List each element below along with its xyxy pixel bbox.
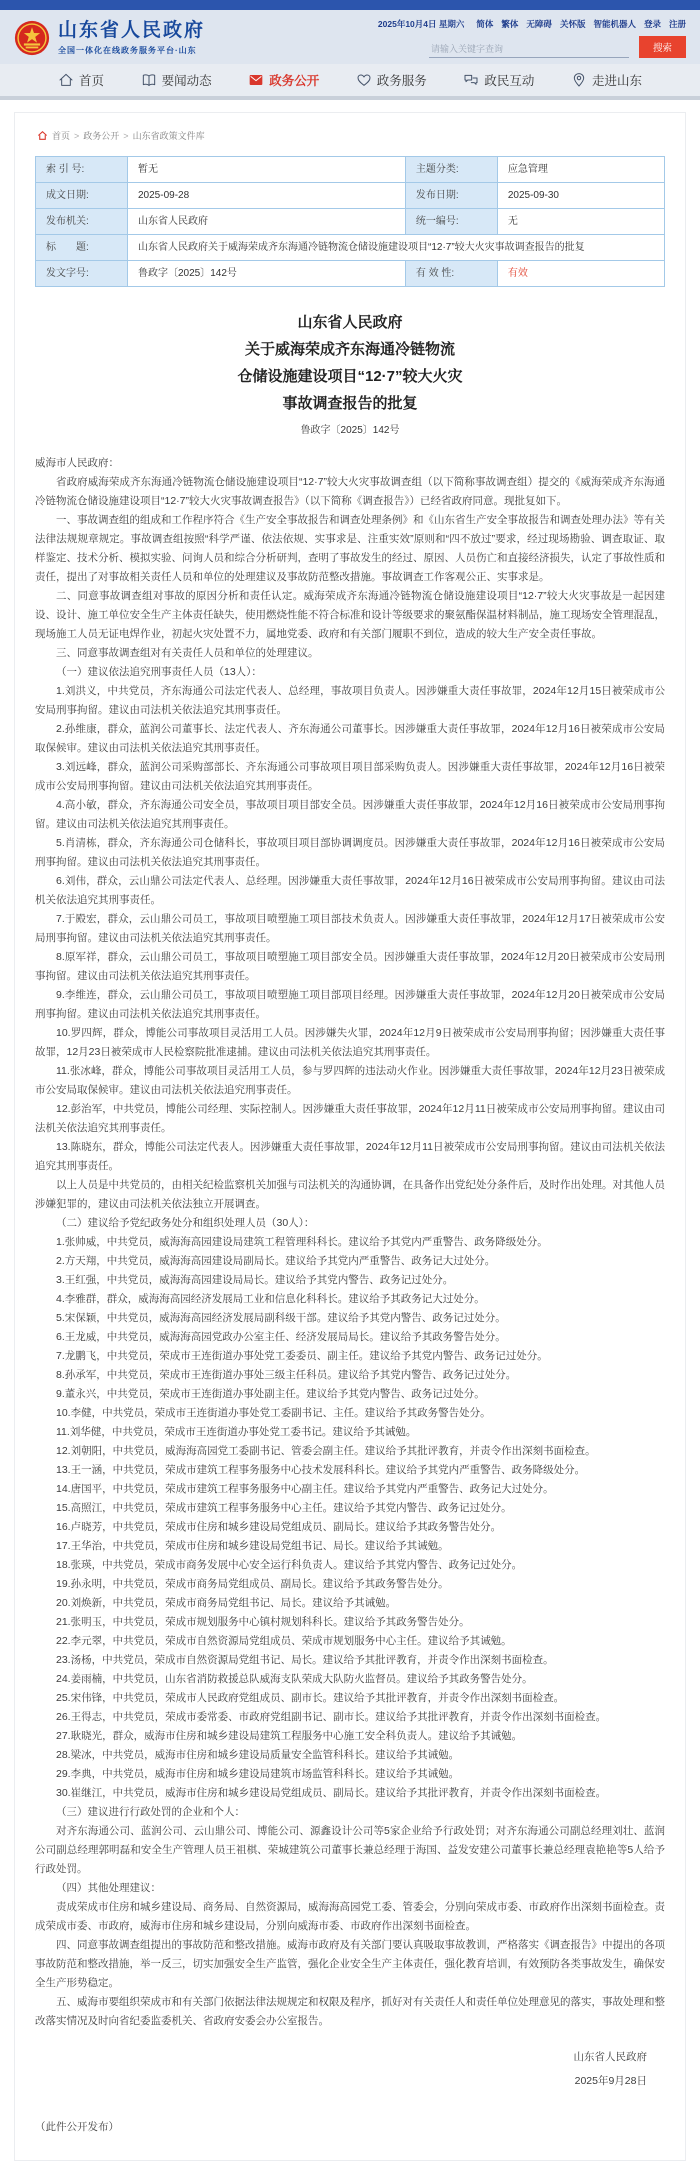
meta-label: 统一编号: [405,209,497,235]
document-meta-table [35,156,665,287]
content-card [14,112,686,2161]
site-header [0,10,700,64]
body-paragraph: 12.彭治军，中共党员，博能公司经理、实际控制人。因涉嫌重大责任事故罪，2024年12月11日被荣成市公安局刑事拘留。建议由司法机关依法追究其刑事责任。 [35,1103,665,1134]
document-title-line: 山东省人民政府 [297,314,403,331]
document-title-line: 事故调查报告的批复 [282,395,418,412]
heart-icon [356,72,372,88]
body-paragraph: 11.张冰峰，群众，博能公司事故项目灵活用工人员，参与罗四辉的违法动火作业。因涉嫌重大责任事故罪，2024年12月23日被荣成市公安局取保候审。建议由司法机关依法追究刑事责任。 [35,1065,665,1096]
header-link-简体[interactable]: 简体 [476,19,494,29]
chat-icon [463,72,479,88]
breadcrumb-link-政务公开[interactable]: 政务公开 [83,131,120,141]
body-paragraph: 13.王一涵，中共党员，荣成市建筑工程事务服务中心技术发展科科长。建议给予其党内严重警告、政务降级处分。 [56,1464,586,1476]
body-paragraph: 20.刘焕新，中共党员，荣成市商务局党组书记、局长。建议给予其诫勉。 [56,1597,397,1609]
document-number: 鲁政字〔2025〕142号 [300,425,400,436]
body-paragraph: 三、同意事故调查组对有关责任人员和单位的处理建议。 [56,647,319,659]
header-link-繁体[interactable]: 繁体 [501,19,519,29]
meta-value: 无 [497,209,664,235]
meta-row [36,235,665,261]
breadcrumb-home-icon [37,130,48,141]
body-paragraph: 4.李雅群，群众，威海海高园经济发展局工业和信息化科科长。建议给予其政务记大过处分。 [56,1293,485,1305]
body-paragraph: 19.孙永明，中共党员，荣成市商务局党组成员、副局长。建议给予其政务警告处分。 [56,1578,449,1590]
body-paragraph: 14.唐国平，中共党员，荣成市建筑工程事务服务中心副主任。建议给予其党内严重警告、政务记大过处分。 [56,1483,554,1495]
nav-item-政务公开[interactable] [248,71,319,89]
nav-label: 政务公开 [269,74,320,88]
body-paragraph: 五、威海市要组织荣成市和有关部门依据法律法规规定和权限及程序，抓好对有关责任人和责任单位处理意见的落实，事故处理和整改落实情况及时向省纪委监委机关、省政府安委会办公室报告。 [35,1996,665,2027]
meta-table-body [36,157,665,287]
breadcrumb-link-山东省政策文件库[interactable]: 山东省政策文件库 [132,131,205,141]
body-paragraph: 以上人员是中共党员的，由相关纪检监察机关加强与司法机关的沟通协调，在具备作出党纪处分条件后，及时作出处理。对其他人员涉嫌犯罪的，建议由司法机关依法独立开展调查。 [35,1179,665,1210]
header-link-登录[interactable]: 登录 [643,19,661,29]
body-paragraph: 23.汤杨，中共党员，荣成市自然资源局党组书记、局长。建议给予其批评教育，并责令作出深刻书面检查。 [56,1654,554,1666]
body-paragraph: 16.卢晓芳，中共党员，荣成市住房和城乡建设局党组成员、副局长。建议给予其政务警告处分。 [56,1521,502,1533]
meta-row [36,183,665,209]
body-paragraph: 2.孙维康，群众，蓝润公司董事长、法定代表人、齐东海通公司董事长。因涉嫌重大责任事故罪，2024年12月16日被荣成市公安局取保候审。建议由司法机关依法追究其刑事责任。 [35,723,665,754]
meta-value: 有效 [497,261,664,287]
body-paragraph: 13.陈晓东，群众，博能公司法定代表人。因涉嫌重大责任事故罪，2024年12月11日被荣成市公安局刑事拘留。建议由司法机关依法追究其刑事责任。 [35,1141,665,1172]
body-paragraph: 21.张明玉，中共党员，荣成市规划服务中心镇村规划科科长。建议给予其政务警告处分。 [56,1616,470,1628]
body-paragraph: 24.姜雨楠，中共党员，山东省消防救援总队威海支队荣成大队防火监督员。建议给予其政务警告处分。 [56,1673,533,1685]
body-paragraph: 3.刘远峰，群众，蓝润公司采购部部长、齐东海通公司事故项目项目部采购负责人。因涉嫌重大责任事故罪，2024年12月16日被荣成市公安局刑事拘留。建议由司法机关依法追究其刑事责任。 [35,761,665,792]
current-date: 2025年10月4日 星期六 [377,19,465,29]
signature-date: 2025年9月28日 [574,2075,647,2087]
meta-value: 山东省人民政府 [128,209,406,235]
body-paragraph: 26.王得志，中共党员，荣成市委常委、市政府党组副书记、副市长。建议给予其批评教育，并责令作出深刻书面检查。 [56,1711,607,1723]
signature-block [35,2045,665,2093]
public-release-note: （此件公开发布） [35,2121,119,2133]
body-paragraph: 四、同意事故调查组提出的事故防范和整改措施。威海市政府及有关部门要认真吸取事故教训，严格落实《调查报告》中提出的各项事故防范和整改措施，举一反三，切实加强安全生产监管，强化企业安全生产主体责任，强化教育培训，有效预防各类事故发生，确保安全生产形势稳定。 [35,1939,665,1989]
body-paragraph: 8.孙承军，中共党员，荣成市王连街道办事处三级主任科员。建议给予其党内警告、政务记过处分。 [56,1369,517,1381]
body-paragraph: 22.李元翠，中共党员，荣成市自然资源局党组成员、荣成市规划服务中心主任。建议给予其诫勉。 [56,1635,512,1647]
body-paragraph: 11.刘华健，中共党员，荣成市王连街道办事处党工委书记。建议给予其诫勉。 [56,1426,417,1438]
body-paragraph: 28.梁冰，中共党员，威海市住房和城乡建设局质量安全监管科科长。建议给予其诫勉。 [56,1749,460,1761]
body-paragraph: 10.李健，中共党员，荣成市王连街道办事处党工委副书记、主任。建议给予其政务警告处分。 [56,1407,491,1419]
nav-item-走进山东[interactable] [571,71,642,89]
body-paragraph: （四）其他处理建议： [56,1882,161,1894]
nav-label: 走进山东 [591,74,642,88]
body-paragraph: 6.刘伟，群众，云山鼎公司法定代表人、总经理。因涉嫌重大责任事故罪，2024年12月16日被荣成市公安局刑事拘留。建议由司法机关依法追究其刑事责任。 [35,875,665,906]
header-link-无障碍[interactable]: 无障碍 [526,19,552,29]
site-title: 山东省人民政府 [58,20,206,41]
body-paragraph: 18.张瑛，中共党员，荣成市商务发展中心安全运行科负责人。建议给予其党内警告、政务记过处分。 [56,1559,523,1571]
meta-label: 发文字号: [36,261,128,287]
document-title-line: 仓储设施建设项目“12·7”较大火灾 [237,368,463,385]
body-paragraph: 责成荣成市住房和城乡建设局、商务局、自然资源局，威海海高园党工委、管委会，分别向荣成市委、市政府作出深刻书面检查。责成荣成市委、市政府，威海市住房和城乡建设局，分别向威海市委、市政府作出深刻书面检查。 [35,1901,665,1932]
body-paragraph: 30.崔继江，中共党员，威海市住房和城乡建设局党组成员、副局长。建议给予其批评教育，并责令作出深刻书面检查。 [56,1787,607,1799]
body-paragraph: （三）建议进行行政处罚的企业和个人： [56,1806,245,1818]
search-bar [429,36,686,58]
body-paragraph: 17.王华治，中共党员，荣成市住房和城乡建设局党组书记、局长。建议给予其诫勉。 [56,1540,449,1552]
search-input[interactable] [429,41,629,58]
nav-item-首页[interactable] [58,71,104,89]
body-paragraph: 15.高照江，中共党员，荣成市建筑工程事务服务中心主任。建议给予其党内警告、政务记过处分。 [56,1502,512,1514]
meta-value: 鲁政字〔2025〕142号 [128,261,406,287]
body-paragraph: 省政府威海荣成齐东海通冷链物流仓储设施建设项目“12·7”较大火灾事故调查组（以下简称事故调查组）提交的《威海荣成齐东海通冷链物流仓储设施建设项目“12·7”较大火灾事故调查报告》（以下简称《调查报告》）已经省政府同意。现批复如下。 [35,476,665,507]
document-body [35,454,665,2031]
body-paragraph: 7.于殿宏，群众，云山鼎公司员工，事故项目喷塑施工项目部技术负责人。因涉嫌重大责任事故罪，2024年12月17日被荣成市公安局刑事拘留。建议由司法机关依法追究其刑事责任。 [35,913,665,944]
body-paragraph: 7.龙鹏飞，中共党员，荣成市王连街道办事处党工委委员、副主任。建议给予其党内警告、政务记过处分。 [56,1350,548,1362]
nav-label: 政民互动 [484,74,535,88]
breadcrumb-separator: > [74,130,80,141]
body-paragraph: 一、事故调查组的组成和工作程序符合《生产安全事故报告和调查处理条例》和《山东省生产安全事故报告和调查处理办法》等有关法律法规规章规定。事故调查组按照“科学严谨、依法依规、实事求是、注重实效”原则和“四不放过”要求，经过现场勘验、调查取证、取样鉴定、技术分析、模拟实验、问询人员和综合分析研判，查明了事故发生的经过、原因、人员伤亡和直接经济损失，认定了事故性质和责任，提出了对事故相关责任人员和单位的处理建议及事故防范整改措施。事故调查工作客观公正、实事求是。 [35,514,665,583]
meta-label: 主题分类: [405,157,497,183]
body-paragraph: 2.方天翔，中共党员，威海海高园建设局副局长。建议给予其党内严重警告、政务记大过处分。 [56,1255,496,1267]
meta-label: 索 引 号: [36,157,128,183]
location-icon [571,72,587,88]
nav-item-政民互动[interactable] [463,71,534,89]
home-icon [58,72,74,88]
nav-label: 首页 [79,74,105,88]
meta-row [36,261,665,287]
body-paragraph: 27.耿晓光，群众，威海市住房和城乡建设局建筑工程服务中心施工安全科负责人。建议给予其诫勉。 [56,1730,523,1742]
meta-value: 暂无 [128,157,406,183]
body-paragraph: 3.王红强，中共党员，威海海高园建设局局长。建议给予其党内警告、政务记过处分。 [56,1274,454,1286]
meta-label: 有 效 性: [405,261,497,287]
body-paragraph: 5.肖清栋，群众，齐东海通公司仓储科长，事故项目项目部协调调度员。因涉嫌重大责任事故罪，2024年12月16日被荣成市公安局刑事拘留。建议由司法机关依法追究其刑事责任。 [35,837,665,868]
body-paragraph: 8.原军祥，群众，云山鼎公司员工，事故项目喷塑施工项目部安全员。因涉嫌重大责任事故罪，2024年12月20日被荣成市公安局刑事拘留。建议由司法机关依法追究其刑事责任。 [35,951,665,982]
header-link-注册[interactable]: 注册 [668,19,686,29]
news-icon [141,72,157,88]
body-paragraph: 1.刘洪义，中共党员，齐东海通公司法定代表人、总经理，事故项目负责人。因涉嫌重大责任事故罪，2024年12月15日被荣成市公安局刑事拘留。建议由司法机关依法追究其刑事责任。 [35,685,665,716]
meta-value: 2025-09-28 [128,183,406,209]
meta-value: 2025-09-30 [497,183,664,209]
body-paragraph: 1.张帅威，中共党员，威海海高园建设局建筑工程管理科科长。建议给予其党内严重警告、政务降级处分。 [56,1236,548,1248]
breadcrumb [37,129,665,142]
meta-value: 应急管理 [497,157,664,183]
document-title [35,309,665,417]
signature-org: 山东省人民政府 [573,2051,647,2063]
nav-label: 要闻动态 [161,74,212,88]
body-paragraph: 6.王龙威，中共党员，威海海高园党政办公室主任、经济发展局局长。建议给予其政务警告处分。 [56,1331,506,1343]
nav-label: 政务服务 [376,74,427,88]
header-link-智能机器人[interactable]: 智能机器人 [593,19,636,29]
top-blue-bar [0,0,700,10]
meta-label: 成文日期: [36,183,128,209]
main-nav [0,64,700,100]
body-paragraph: 12.刘朝阳，中共党员，威海海高园党工委副书记、管委会副主任。建议给予其批评教育，并责令作出深刻书面检查。 [56,1445,596,1457]
meta-value: 山东省人民政府关于威海荣成齐东海通冷链物流仓储设施建设项目“12·7”较大火灾事故调查报告的批复 [128,235,665,261]
nav-item-要闻动态[interactable] [141,71,212,89]
body-paragraph: 29.李典，中共党员，威海市住房和城乡建设局建筑市场监管科科长。建议给予其诫勉。 [56,1768,460,1780]
search-button[interactable]: 搜索 [639,36,686,58]
meta-row [36,209,665,235]
breadcrumb-separator: > [123,130,129,141]
body-paragraph: （一）建议依法追究刑事责任人员（13人）： [56,666,262,678]
body-paragraph: 9.董永兴，中共党员，荣成市王连街道办事处副主任。建议给予其党内警告、政务记过处分。 [56,1388,485,1400]
site-logo-home-link[interactable] [14,20,205,56]
body-paragraph: 二、同意事故调查组对事故的原因分析和责任认定。威海荣成齐东海通冷链物流仓储设施建设项目“12·7”较大火灾事故是一起因建设、设计、施工单位安全生产主体责任缺失，使用燃烧性能不符合标准和设计等级要求的聚氨酯保温材料制品，施工现场安全管理混乱，现场施工人员无证电焊作业，初起火灾处置不力，属地党委、政府和有关部门履职不到位，造成的较大生产安全责任事故。 [35,590,665,640]
body-paragraph: 4.高小敏，群众，齐东海通公司安全员，事故项目项目部安全员。因涉嫌重大责任事故罪，2024年12月16日被荣成市公安局刑事拘留。建议由司法机关依法追究其刑事责任。 [35,799,665,830]
body-paragraph: 对齐东海通公司、蓝润公司、云山鼎公司、博能公司、源鑫设计公司等5家企业给予行政处罚；对齐东海通公司副总经理刘壮、蓝润公司副总经理郭明磊和安全生产管理人员王祖棋、荣城建筑公司董事长兼总经理于海国、益发安建公司董事长兼总经理袁艳艳等5人给予行政处罚。 [35,1825,665,1875]
breadcrumb-link-首页[interactable]: 首页 [52,131,71,141]
meta-label: 标 题: [36,235,128,261]
nav-item-政务服务[interactable] [356,71,427,89]
header-link-关怀版[interactable]: 关怀版 [559,19,586,29]
site-subtitle: 全国一体化在线政务服务平台·山东 [58,46,197,55]
body-paragraph: 9.李维连，群众，云山鼎公司员工，事故项目喷塑施工项目部项目经理。因涉嫌重大责任事故罪，2024年12月20日被荣成市公安局刑事拘留。建议由司法机关依法追究其刑事责任。 [35,989,665,1020]
national-emblem-icon [14,20,50,56]
meta-label: 发布机关: [36,209,128,235]
header-quick-links [378,18,686,30]
salutation: 威海市人民政府： [35,457,119,469]
meta-row [36,157,665,183]
body-paragraph: 10.罗四辉，群众，博能公司事故项目灵活用工人员。因涉嫌失火罪，2024年12月9日被荣成市公安局刑事拘留；因涉嫌重大责任事故罪，12月23日被荣成市人民检察院批准逮捕。建议由司法机关依法追究其刑事责任。 [35,1027,665,1058]
document-title-line: 关于威海荣成齐东海通冷链物流 [244,341,455,358]
envelope-icon [248,72,264,88]
meta-label: 发布日期: [405,183,497,209]
body-paragraph: （二）建议给予党纪政务处分和组织处理人员（30人）： [56,1217,315,1229]
body-paragraph: 25.宋伟锋，中共党员，荣成市人民政府党组成员、副市长。建议给予其批评教育，并责令作出深刻书面检查。 [56,1692,565,1704]
body-paragraph: 5.宋保颖，中共党员，威海海高园经济发展局副科级干部。建议给予其党内警告、政务记过处分。 [56,1312,506,1324]
